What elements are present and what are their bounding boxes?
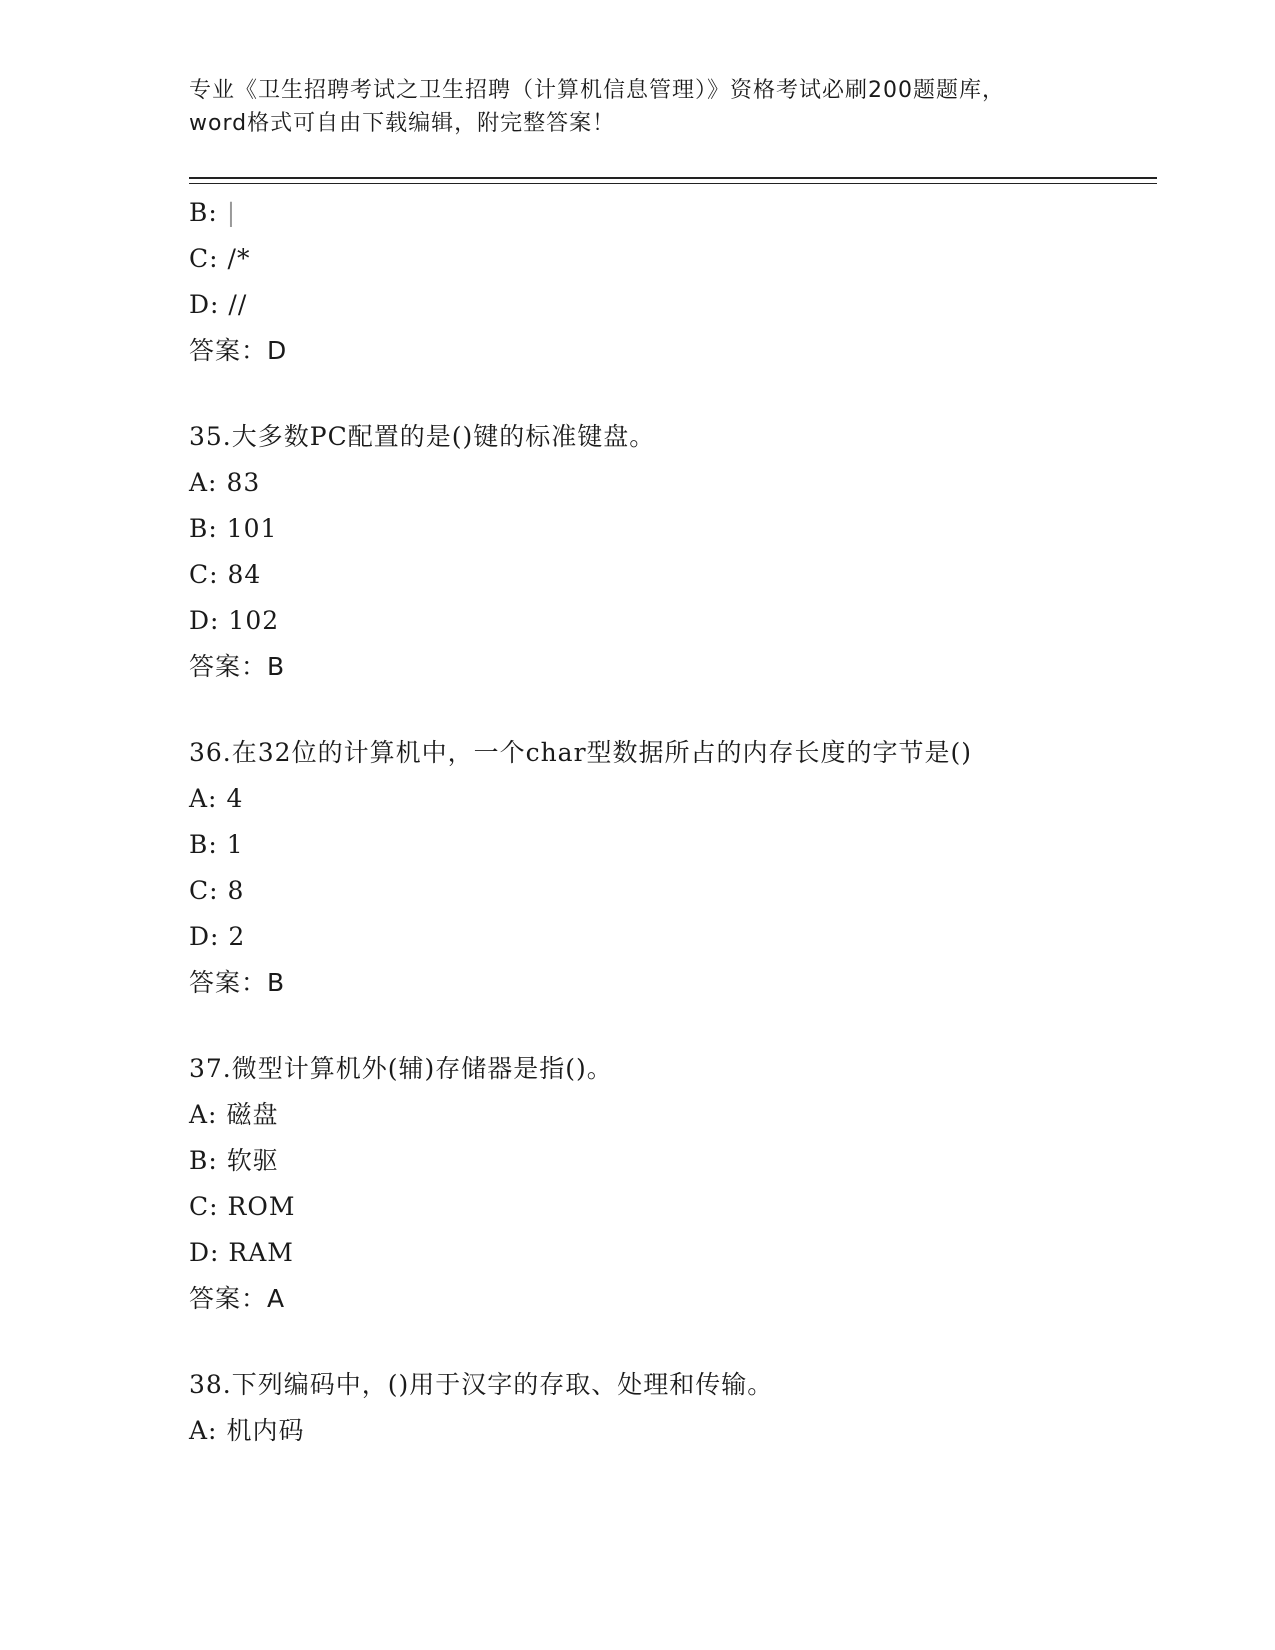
option-d [189, 598, 1149, 644]
option-text: RAM [228, 1238, 294, 1267]
question-block-35 [189, 414, 1149, 690]
option-text: 84 [227, 560, 262, 589]
question-block-continued [189, 190, 1149, 374]
option-d [189, 282, 1149, 328]
answer-line: 答案：B [189, 652, 286, 681]
option-text: 83 [226, 468, 261, 497]
option-d [189, 914, 1149, 960]
option-label: C: [189, 1192, 219, 1221]
option-text: // [228, 290, 248, 319]
question-stem: 38.下列编码中，()用于汉字的存取、处理和传输。 [189, 1370, 774, 1399]
option-text: ROM [227, 1192, 296, 1221]
option-text: 101 [226, 514, 278, 543]
option-label: A: [189, 1416, 218, 1445]
question-stem: 36.在32位的计算机中，一个char型数据所占的内存长度的字节是() [189, 738, 973, 767]
option-label: D: [189, 922, 220, 951]
question-block-36 [189, 730, 1149, 1006]
answer-line: 答案：B [189, 968, 286, 997]
option-a [189, 1408, 1149, 1454]
option-d [189, 1230, 1149, 1276]
option-text: 102 [228, 606, 280, 635]
question-stem: 37.微型计算机外(辅)存储器是指()。 [189, 1054, 613, 1083]
option-b [189, 1138, 1149, 1184]
option-text: 软驱 [226, 1146, 279, 1175]
option-text: /* [227, 244, 251, 273]
question-stem: 35.大多数PC配置的是()键的标准键盘。 [189, 422, 656, 451]
option-c [189, 868, 1149, 914]
option-label: D: [189, 1238, 220, 1267]
header-title-line-2: word格式可自由下载编辑，附完整答案！ [189, 111, 616, 136]
option-label: D: [189, 290, 220, 319]
option-a [189, 776, 1149, 822]
option-label: B: [189, 198, 218, 227]
option-text: 8 [227, 876, 245, 905]
option-a [189, 1092, 1149, 1138]
header-divider-thin [189, 183, 1157, 184]
option-b [189, 506, 1149, 552]
option-b [189, 822, 1149, 868]
option-label: B: [189, 830, 218, 859]
option-text: 1 [226, 830, 244, 859]
option-label: A: [189, 468, 218, 497]
header-divider-thick [189, 177, 1157, 179]
option-label: B: [189, 1146, 218, 1175]
option-label: C: [189, 876, 219, 905]
option-label: A: [189, 1100, 218, 1129]
option-text: | [226, 198, 237, 227]
option-b [189, 190, 1149, 236]
option-text: 4 [226, 784, 244, 813]
question-list [189, 190, 1149, 1454]
option-label: D: [189, 606, 220, 635]
option-label: C: [189, 244, 219, 273]
option-c [189, 236, 1149, 282]
answer-line: 答案：D [189, 336, 288, 365]
option-c [189, 1184, 1149, 1230]
question-block-37 [189, 1046, 1149, 1322]
option-a [189, 460, 1149, 506]
question-block-38 [189, 1362, 1149, 1454]
document-header [189, 74, 1089, 140]
option-text: 机内码 [226, 1416, 305, 1445]
header-title-line-1: 专业《卫生招聘考试之卫生招聘（计算机信息管理）》资格考试必刷200题题库， [189, 78, 1005, 103]
option-label: A: [189, 784, 218, 813]
option-label: B: [189, 514, 218, 543]
option-c [189, 552, 1149, 598]
option-text: 2 [228, 922, 246, 951]
answer-line: 答案：A [189, 1284, 286, 1313]
option-label: C: [189, 560, 219, 589]
option-text: 磁盘 [226, 1100, 279, 1129]
